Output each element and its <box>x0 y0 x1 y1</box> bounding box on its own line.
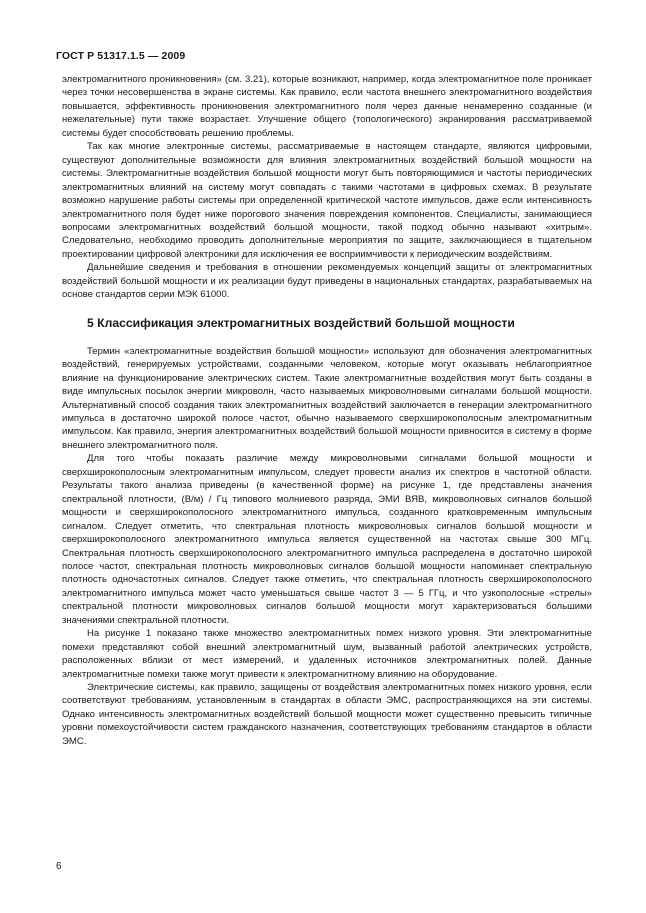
paragraph-continuation: электромагнитного проникновения» (см. 3.21), которые возникают, например, когда электромагнитное поле проникает через точки несовершенства в экране системы. Как правило, если частота внешнего электромагнитного воздействия повышается, эффективность проникновения электромагнитного поля через данные ненамеренно созданные (и нежелательные) пути также возрастает. Улучшение общего (топологического) экранирования рассматриваемой системы будет способствовать решению проблемы. <box>62 74 592 139</box>
paragraph-spectral-analysis: Для того чтобы показать различие между микроволновыми сигналами большой мощности и сверхширокополосным электромагнитным импульсом, следует провести анализ их спектров в частотной области. Результаты такого анализа приведены (в качественной форме) на рисунке 1, где представлены значения спектральной плотности, (В/м) / Гц типового молниевого разряда, ЭМИ ВЯВ, микроволновых сигналов большой мощности и сверхширокополосного электромагнитного импульса, созданного кратковременным импульсным сигналом. Следует отметить, что спектральная плотность микроволновых сигналов большой мощности и сверхширокополосного электромагнитного импульса является существенной на частотах свыше 300 МГц. Спектральная плотность сверхширокополосного электромагнитного импульса распределена в достаточно широкой полосе частот, спектральная плотность микроволновых сигналов большой мощности напоминает спектральную плотность одночастотных сигналов. Следует также отметить, что спектральная плотность сверхширокополосного электромагнитного импульса может часто уменьшаться свыше частот 3 — 5 ГГц, и что узкополосные «стрелы» спектральной плотности микроволновых сигналов большой мощности могут характеризоваться большими значениями спектральной плотности. <box>62 453 592 626</box>
paragraph-further-info: Дальнейшие сведения и требования в отношении рекомендуемых концепций защиты от электромагнитных воздействий большой мощности и их реализации будут приведены в национальных стандартах, разрабатываемых на основе стандартов серии МЭК 61000. <box>62 262 592 301</box>
page-body <box>62 73 592 748</box>
paragraph-low-level-interference: На рисунке 1 показано также множество электромагнитных помех низкого уровня. Эти электромагнитные помехи представляют собой внешний электромагнитный шум, вызванный работой электрических устройств, расположенных вблизи от мест измерений, и удаленных источников электромагнитных полей. Данные электромагнитные помехи также могут привести к электромагнитному влиянию на оборудование. <box>62 628 592 680</box>
paragraph-emc-protection: Электрические системы, как правило, защищены от воздействия электромагнитных помех низкого уровня, если соответствуют требованиям, установленным в стандартах в области ЭМС, распространяющихся на эти системы. Однако интенсивность электромагнитных воздействий большой мощности может существенно превысить типичные уровни помехоустойчивости систем гражданского назначения, соответствующих требованиям стандартов в области ЭМС. <box>62 682 592 747</box>
section-heading: 5 Классификация электромагнитных воздействий большой мощности <box>87 315 515 330</box>
document-header: ГОСТ Р 51317.1.5 — 2009 <box>56 50 186 62</box>
paragraph-digital-systems: Так как многие электронные системы, рассматриваемые в настоящем стандарте, являются цифровыми, существуют дополнительные возможности для влияния электромагнитных воздействий большой мощности на системы. Электромагнитные воздействия большой мощности могут быть повторяющимися и частоты периодических электромагнитных влияний на систему могут совпадать с такими частотами в цифровых схемах. В результате возможно нарушение работы системы при определенной критической частоте импульсов, даже если интенсивность электромагнитного поля будет ниже порогового значения повреждения компонентов. Специалисты, занимающиеся вопросами электромагнитных воздействий большой мощности, такой подход обычно называют «хитрым». Следовательно, необходимо проводить дополнительные мероприятия по защите, заключающиеся в тщательном проектировании цифровой электроники для исключения ее восприимчивости к периодическим воздействиям. <box>62 141 592 260</box>
paragraph-term-definition: Термин «электромагнитные воздействия большой мощности» используют для обозначения электромагнитных воздействий, генерируемых устройствами, созданными человеком, которые могут оказывать неблагоприятное влияние на функционирование электрических систем. Такие электромагнитные воздействия могут быть созданы в виде импульсных посылок энергии микроволн, часто называемых микроволновыми сигналами большой мощности. Альтернативный способ создания таких электромагнитных воздействий заключается в генерации электромагнитного импульса в достаточно широкой полосе частот, обычно называемого сверхширокополосным электромагнитным импульсом. Как правило, энергия электромагнитных воздействий большой мощности привносится в систему в форме внешнего электромагнитного поля. <box>62 345 592 451</box>
page-number: 6 <box>56 861 62 872</box>
